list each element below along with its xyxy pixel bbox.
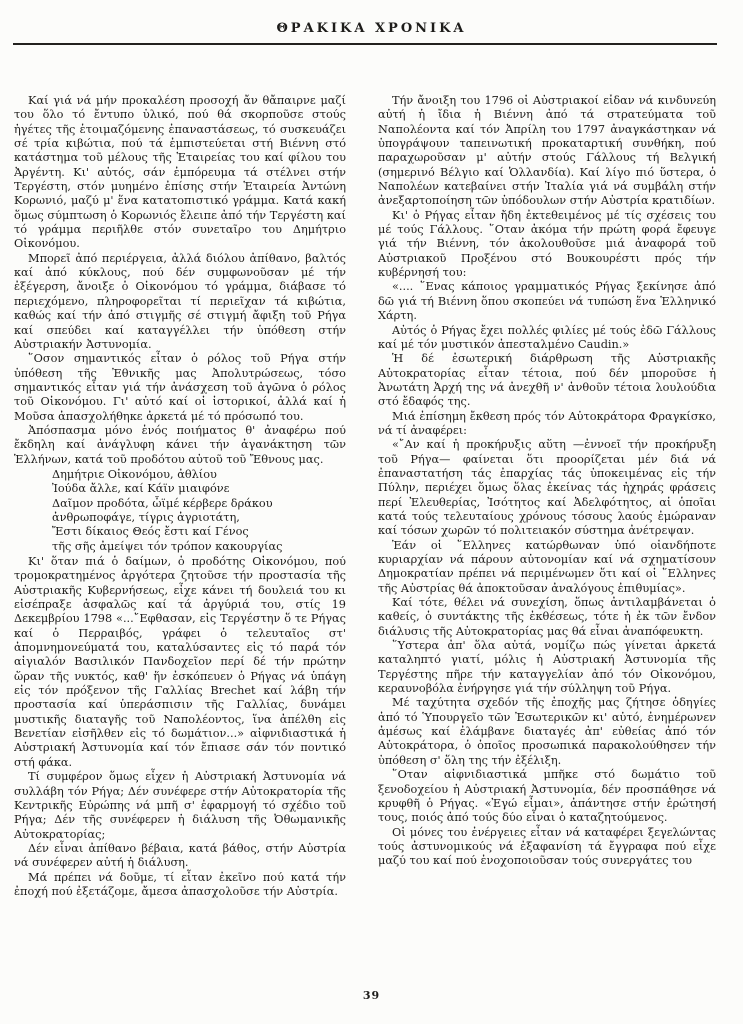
left-column [14,94,346,992]
paragraph: Μπορεῖ ἀπό περιέργεια, ἀλλά διόλου ἀπίθανο, βαλτός καί ἀπό κύκλους, πού δέν συμφωνοῦσαν μέ τήν ἐξέγερση, ἄνοιξε ὁ Οἰκονόμου τό γράμμα, διάβασε τό περιεχόμενο, πληροφορεῖται τί περιεῖχαν τά κιβώτια, καθώς καί τήν ἀπό στιγμῆς σέ στιγμή ἄφιξη τοῦ Ρήγα καί σπεύδει καί καταγγέλλει τήν ὑπόθεση στήν Αὐστριακήν Ἀστυνομία. [14,251,346,351]
paragraph: Τήν ἄνοιξη του 1796 οἱ Αὐστριακοί εἶδαν νά κινδυνεύη αὐτή ἡ ἴδια ἡ Βιέννη ἀπό τά στρατεύματα τοῦ Ναπολέοντα καί τόν Ἀπρίλη του 1797 ἀναγκάστηκαν νά ὑπογράψουν ταπεινωτική προκαταρτική συνθήκη, πού παραχωροῦσαν μ' αὐτήν στούς Γάλλους τή Βελγική (σημερινό Βέλγιο καί Ὁλλανδία). Καί λίγο πιό ὕστερα, ὁ Ναπολέων κατεβαίνει στήν Ἰταλία γιά νά συμβάλη στήν ἀνεξαρτοποίηση τῶν ὑπόδουλων στήν Αὐστρία κρατιδίων. [378,94,716,208]
poem-line: Ἰούδα ἄλλε, καί Κάϊν μιαιφόνε [52,482,230,496]
paragraph: Μέ ταχύτητα σχεδόν τῆς ἐποχῆς μας ζήτησε ὁδηγίες ἀπό τό Ὑπουργεῖο τῶν Ἐσωτερικῶν κι' αὐτό, ἐνημέρωνεν ἀμέσως καί ἐλάμβανε διαταγές ἀπ' εὐθείας ἀπό τόν Αὐτοκράτορα, ὁ ὁποῖος προσωπικά παρακολούθησεν τήν ὑπόθεση σ' ὅλη της τήν ἐξέλιξη. [378,696,716,767]
poem-line: ἀνθρωποφάγε, τίγρις ἀγριοτάτη, [52,510,240,524]
poem-line: Δαῖμον προδότα, ὦϊμέ κέρβερε δράκου [52,496,273,510]
poem-block [52,468,346,554]
paragraph: Ἀπόσπασμα μόνο ἑνός ποιήματος θ' ἀναφέρω πού ἔκδηλη καί ἀνάγλυφη κάνει τήν ἀγανάκτηση τῶν Ἑλλήνων, κατά τοῦ προδότου αὐτοῦ τοῦ Ἔθνους μας. [14,423,346,466]
paragraph: Οἱ μόνες του ἐνέργειες εἶταν νά καταφέρει ξεγελώντας τούς ἀστυνομικούς νά ἐξαφανίση τά ἔγγραφα πού εἶχε μαζύ του καί πού ἐνοχοποιοῦσαν τούς συνεργάτες του [378,825,716,868]
poem-line: τῆς σῆς ἀμείψει τόν τρόπον κακουργίας [52,539,283,553]
poem-line: Δημήτριε Οἰκονόμου, ἀθλίου [52,467,217,481]
paragraph: Καί τότε, θέλει νά συνεχίση, ὅπως ἀντιλαμβάνεται ὁ καθείς, ὁ συντάκτης τῆς ἐκθέσεως, τότε ἡ ἐκ τῶν ἔνδον διάλυσις τῆς Αὐτοκρατορίας μας θά εἶναι ἀναπόφευκτη. [378,596,716,638]
paragraph: Δέν εἶναι ἀπίθανο βέβαια, κατά βάθος, στήν Αὐστρία νά συνέφερεν αὐτή ἡ διάλυση. [14,841,346,870]
paragraph: Ἐάν οἱ ῞Ελληνες κατώρθωναν ὑπό οἱανδήποτε κυριαρχίαν νά πάρουν αὐτονομίαν καί νά σχηματίσουν Δημοκρατίαν πρέπει νά περιμένωμεν ὅτι καί οἱ ῞Ελληνες τῆς Αὐστρίας θά ἀποκτοῦσαν ἀναλόγους ἐπιθυμίας». [378,538,716,595]
paragraph: Μά πρέπει νά δοῦμε, τί εἶταν ἐκεῖνο πού κατά τήν ἐποχή πού ἐξετάζομε, ἄμεσα ἀπασχολοῦσε τήν Αὐστρία. [14,870,346,898]
paragraph: ῞Οσον σημαντικός εἶταν ὁ ρόλος τοῦ Ρήγα στήν ὑπόθεση τῆς Ἐθνικῆς μας Ἀπολυτρώσεως, τόσο σημαντικός εἶταν γιά τήν ἀνάσχεση τοῦ ἀγῶνα ὁ ρόλος τοῦ Οἰκονόμου. Γι' αὐτό καί οἱ ἱστορικοί, ἀλλά καί ἡ Μοῦσα ἀπασχολήθηκε ἀρκετά μέ τό πρόσωπό του. [14,352,346,423]
journal-title: ΘΡΑΚΙΚΑ ΧΡΟΝΙΚΑ [276,21,467,36]
paragraph: Τί συμφέρον ὅμως εἶχεν ἡ Αὐστριακή Ἀστυνομία νά συλλάβη τόν Ρήγα; Δέν συνέφερε στήν Αὐτοκρατορία τῆς Κεντρικῆς Εὐρώπης νά μπῆ σ' ἐφαρμογή τό σχέδιο τοῦ Ρήγα; Δέν τῆς συνέφερεν ἡ διάλυση τῆς Ὀθωμανικῆς Αὐτοκρατορίας; [14,770,346,841]
paragraph: Κι' ὅταν πιά ὁ δαίμων, ὁ προδότης Οἰκονόμου, πού τρομοκρατημένος ἀργότερα ζητοῦσε τήν προστασία τῆς Αὐστριακῆς Κυβερνήσεως, εἶχε κάνει τή δουλειά του κι εἰσέπραξε ἀσφαλῶς καί τά ἀργύριά του, στίς 19 Δεκεμβρίου 1798 «...῎Εφθασαν, εἰς Τεργέστην ὅ τε Ρήγας καί ὁ Περραιβός, γράφει ὁ τελευταῖος στ' ἀπομνημονεύματά του, καταλύσαντες εἰς τό παρά τόν αἰγιαλόν Βασιλικόν Πανδοχεῖον περί δέ τήν πρώτην ὥραν τῆς νυκτός, καθ' ἥν ἐσκόπευεν ὁ Ρήγας νά ὑπάγη εἰς τόν πρόξενον τῆς Γαλλίας Brechet καί λάβη τήν προστασία καί ὑπεράσπισιν τῆς Γαλλίας, δυνάμει μυστικῆς διαταγῆς τοῦ Ναπολέοντος, ἵνα ἀπέλθη εἰς Βενετίαν εἰσῆλθεν εἰς τό δωμάτιον...» αἰφνιδιαστικά ἡ Αὐστριακή Ἀστυνομία καί τόν ἔπιασε σάν τόν ποντικό στή φάκα. [14,555,346,769]
page-number: 39 [362,989,381,1002]
header-rule [13,43,717,45]
paragraph: «῎Αν καί ἡ προκήρυξις αὕτη —ἐννοεῖ τήν προκήρυξη τοῦ Ρήγα— φαίνεται ὅτι προορίζεται μέν διά νά ἐπαναστατήση τάς ἐπαρχίας τάς ὑποκειμένας εἰς τήν Πύλην, περιέχει ὅμως ὅλας ἐκείνας τάς ἠχηράς φράσεις περί Ἐλευθερίας, Ἰσότητος καί Ἀδελφότητος, αἱ ὁποῖαι κατά τούς τελευταίους χρόνους τόσους λαούς ἐμώραναν καί τόσων χωρῶν τό πολιτειακόν σύστημα ἀνέτρεψαν. [378,438,716,538]
right-column [378,94,716,992]
paragraph: Κι' ὁ Ρήγας εἶταν ἤδη ἐκτεθειμένος μέ τίς σχέσεις του μέ τούς Γάλλους. ῞Οταν ἀκόμα τήν πρώτη φορά ἔφευγε γιά τήν Βιέννη, τόν ἀκολουθοῦσε μιά ἀναφορά τοῦ Αὐστριακοῦ Προξένου στό Βουκουρέστι πρός τήν κυβέρνησή του: [378,208,716,280]
paragraph: Αὐτός ὁ Ρήγας ἔχει πολλές φιλίες μέ τούς ἐδῶ Γάλλους καί μέ τόν μυστικόν ἀπεσταλμένο Caudin.» [378,323,716,351]
poem-line: Ἔστι δίκαιος Θεός ἔστι καί Γένος [52,525,249,539]
paragraph: Ἡ δέ ἐσωτερική διάρθρωση τῆς Αὐστριακῆς Αὐτοκρατορίας εἶταν τέτοια, πού δέν μποροῦσε ἡ Ἀνωτάτη Ἀρχή της νά ἀνεχθῆ ν' ἀνθοῦν τέτοια λουλούδια στό ἔδαφός της. [378,352,716,409]
paragraph: Καί γιά νά μήν προκαλέση προσοχή ἄν θἄπαιρνε μαζί του ὅλο τό ἔντυπο ὑλικό, πού θά σκορποῦσε στούς ἡγέτες τῆς ἑτοιμαζόμενης ἐπαναστάσεως, τό συσκευάζει σέ τρία κιβώτια, πού τά ἐμπιστεύεται στή Βιέννη στό κατάστημα τοῦ μέλους τῆς Ἑταιρείας του καί φίλου του Ἀργέντη. Κι' αὐτός, σάν ἐμπόρευμα τά στέλνει στήν Τεργέστη, στόν μυημένο ἐπίσης στήν Ἑταιρεία Ἀντώνη Κορωνιό, μαζύ μ' ἕνα κατατοπιστικό γράμμα. Κατά κακή ὅμως σύμπτωση ὁ Κορωνιός ἔλειπε ἀπό τήν Τεργέστη καί τό γράμμα περιῆλθε στόν συνεταῖρο του Δημήτριο Οἰκονόμου. [14,94,346,251]
paragraph: ῞Υστερα ἀπ' ὅλα αὐτά, νομίζω πώς γίνεται ἀρκετά καταληπτό γιατί, μόλις ἡ Αὐστριακή Ἀστυνομία τῆς Τεργέστης πῆρε τήν καταγγελίαν ἀπό τόν Οἰκονόμου, κεραυνοβόλα ἐνήργησε γιά τήν σύλληψη τοῦ Ρήγα. [378,639,716,696]
paragraph: «.... ῞Ενας κάποιος γραμματικός Ρήγας ξεκίνησε ἀπό δῶ γιά τή Βιέννη ὅπου σκοπεύει νά τυπώση ἕνα Ἑλληνικό Χάρτη. [378,280,716,323]
paragraph: Μιά ἐπίσημη ἔκθεση πρός τόν Αὐτοκράτορα Φραγκίσκο, νά τί ἀναφέρει: [378,409,716,437]
paragraph: ῞Οταν αἰφνιδιαστικά μπῆκε στό δωμάτιο τοῦ ξενοδοχείου ἡ Αὐστριακή Ἀστυνομία, δέν προσπάθησε νά κρυφθῆ ὁ Ρήγας. «Ἐγώ εἶμαι», ἀπάντησε στήν ἐρώτησή τους, ποιός ἀπό τούς δύο εἶναι ὁ καταζητούμενος. [378,768,716,825]
running-header [0,21,743,36]
